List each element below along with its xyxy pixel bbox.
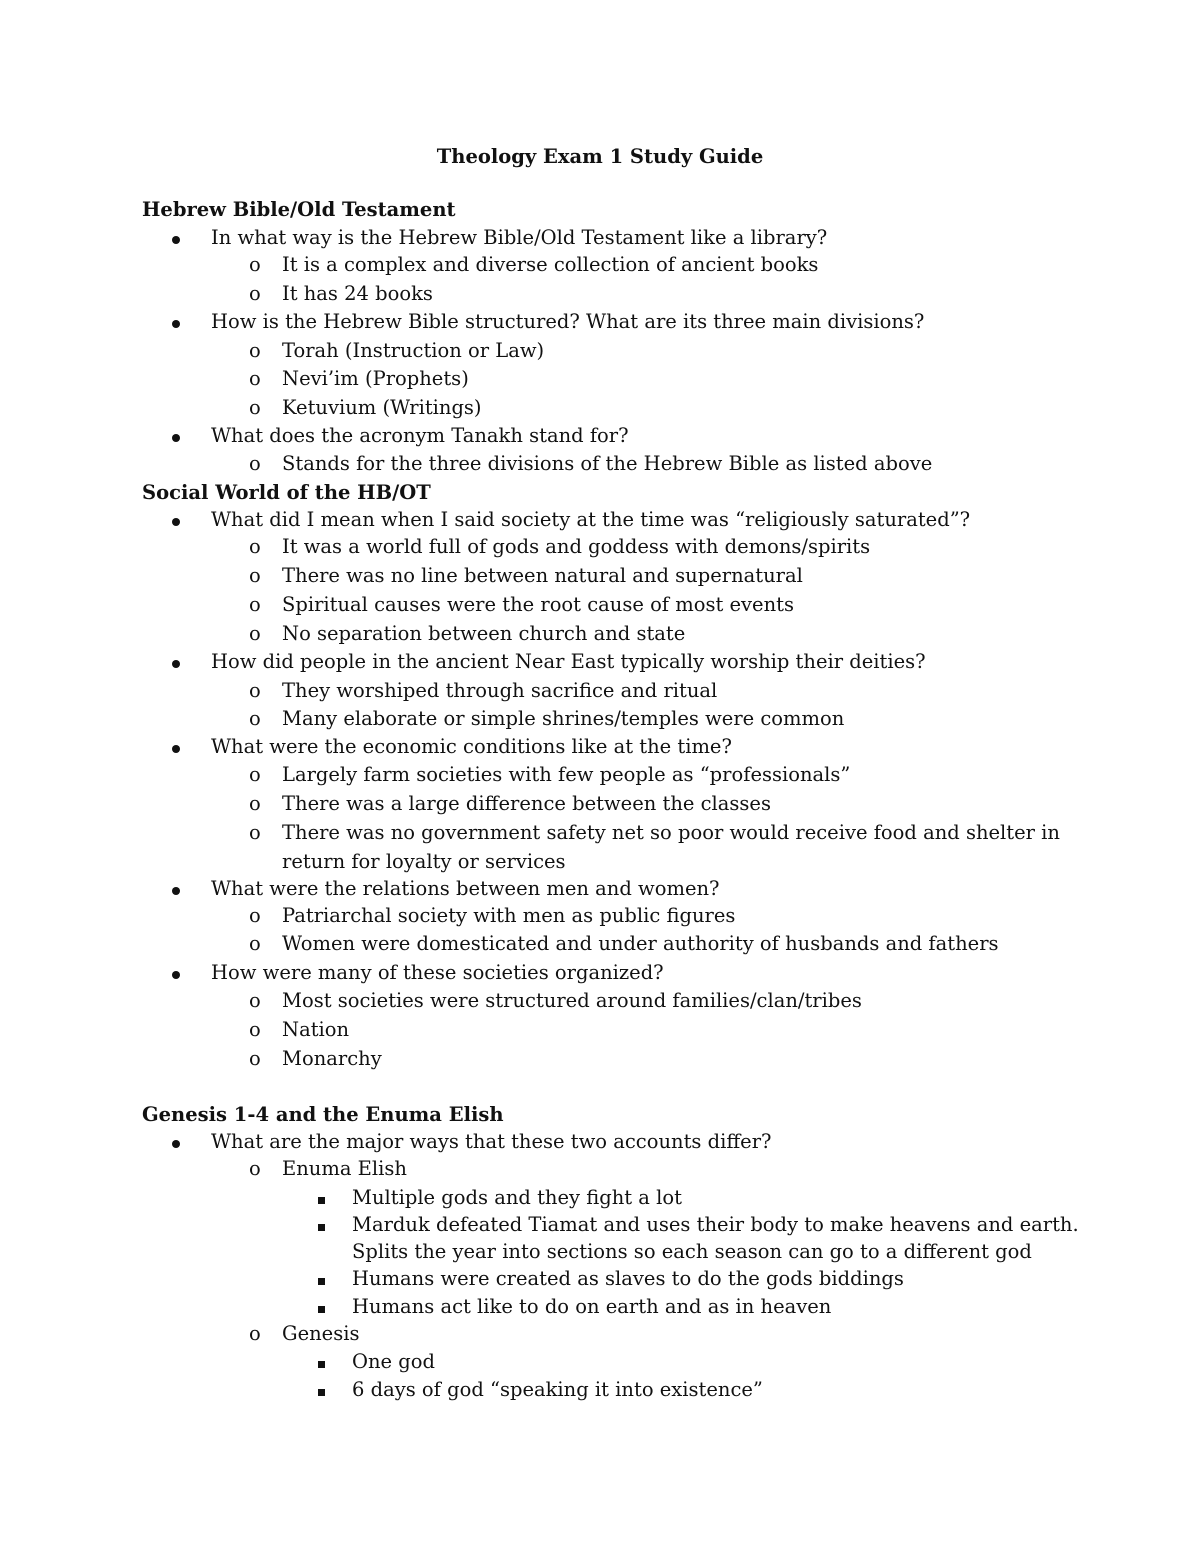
circle-bullet-icon: o [249, 989, 261, 1012]
question: What are the major ways that these two accounts differ? [211, 1130, 772, 1153]
question: How did people in the ancient Near East typically worship their deities? [211, 650, 926, 673]
answer: Torah (Instruction or Law) [282, 339, 545, 362]
circle-bullet-icon: o [249, 1047, 261, 1070]
circle-bullet-icon: o [249, 1322, 261, 1345]
sub-heading-enuma-elish: Enuma Elish [282, 1157, 407, 1180]
circle-bullet-icon: o [249, 253, 261, 276]
answer: Monarchy [282, 1047, 382, 1070]
detail: Multiple gods and they fight a lot [352, 1186, 682, 1209]
answer: There was no line between natural and supernatural [282, 564, 803, 587]
bullet-icon [172, 1128, 180, 1157]
bullet-icon [172, 959, 180, 988]
circle-bullet-icon: o [249, 904, 261, 927]
bullet-icon [172, 308, 180, 337]
answer: No separation between church and state [282, 622, 686, 645]
square-bullet-icon [318, 1293, 325, 1322]
answer-continuation: return for loyalty or services [282, 850, 566, 873]
circle-bullet-icon: o [249, 339, 261, 362]
circle-bullet-icon: o [249, 593, 261, 616]
answer: Largely farm societies with few people as “professionals” [282, 763, 851, 786]
circle-bullet-icon: o [249, 792, 261, 815]
answer: Most societies were structured around families/clan/tribes [282, 989, 862, 1012]
circle-bullet-icon: o [249, 763, 261, 786]
sub-heading-genesis: Genesis [282, 1322, 360, 1345]
question: In what way is the Hebrew Bible/Old Testament like a library? [211, 226, 828, 249]
square-bullet-icon [318, 1184, 325, 1213]
question: How is the Hebrew Bible structured? What are its three main divisions? [211, 310, 925, 333]
circle-bullet-icon: o [249, 535, 261, 558]
answer: They worshiped through sacrifice and ritual [282, 679, 718, 702]
circle-bullet-icon: o [249, 932, 261, 955]
answer: Stands for the three divisions of the Hebrew Bible as listed above [282, 452, 933, 475]
section-heading-genesis: Genesis 1-4 and the Enuma Elish [142, 1103, 504, 1126]
detail: 6 days of god “speaking it into existence” [352, 1378, 763, 1401]
answer: It has 24 books [282, 282, 433, 305]
page-title: Theology Exam 1 Study Guide [436, 145, 764, 168]
answer: There was a large difference between the classes [282, 792, 771, 815]
circle-bullet-icon: o [249, 1018, 261, 1041]
circle-bullet-icon: o [249, 707, 261, 730]
answer: Spiritual causes were the root cause of most events [282, 593, 794, 616]
detail: Marduk defeated Tiamat and uses their body to make heavens and earth. [352, 1213, 1079, 1236]
square-bullet-icon [318, 1211, 325, 1240]
bullet-icon [172, 875, 180, 904]
answer: Patriarchal society with men as public figures [282, 904, 736, 927]
circle-bullet-icon: o [249, 1157, 261, 1180]
answer: Nation [282, 1018, 350, 1041]
circle-bullet-icon: o [249, 679, 261, 702]
answer: It was a world full of gods and goddess with demons/spirits [282, 535, 871, 558]
question: How were many of these societies organized? [211, 961, 664, 984]
detail: Humans act like to do on earth and as in heaven [352, 1295, 832, 1318]
circle-bullet-icon: o [249, 367, 261, 390]
answer: There was no government safety net so poor would receive food and shelter in [282, 821, 1060, 844]
circle-bullet-icon: o [249, 452, 261, 475]
square-bullet-icon [318, 1376, 325, 1405]
detail-continuation: Splits the year into sections so each season can go to a different god [352, 1240, 1032, 1263]
bullet-icon [172, 224, 180, 253]
bullet-icon [172, 422, 180, 451]
square-bullet-icon [318, 1348, 325, 1377]
answer: It is a complex and diverse collection of ancient books [282, 253, 819, 276]
answer: Nevi’im (Prophets) [282, 367, 469, 390]
answer: Many elaborate or simple shrines/temples were common [282, 707, 845, 730]
detail: One god [352, 1350, 435, 1373]
bullet-icon [172, 648, 180, 677]
question: What were the economic conditions like at the time? [211, 735, 732, 758]
circle-bullet-icon: o [249, 821, 261, 844]
circle-bullet-icon: o [249, 282, 261, 305]
answer: Ketuvium (Writings) [282, 396, 482, 419]
bullet-icon [172, 733, 180, 762]
question: What were the relations between men and women? [211, 877, 720, 900]
answer: Women were domesticated and under authority of husbands and fathers [282, 932, 999, 955]
circle-bullet-icon: o [249, 564, 261, 587]
question: What did I mean when I said society at the time was “religiously saturated”? [211, 508, 971, 531]
question: What does the acronym Tanakh stand for? [211, 424, 629, 447]
section-heading-hebrew-bible: Hebrew Bible/Old Testament [142, 198, 456, 221]
circle-bullet-icon: o [249, 622, 261, 645]
section-heading-social-world: Social World of the HB/OT [142, 481, 431, 504]
bullet-icon [172, 506, 180, 535]
square-bullet-icon [318, 1265, 325, 1294]
circle-bullet-icon: o [249, 396, 261, 419]
detail: Humans were created as slaves to do the gods biddings [352, 1267, 904, 1290]
